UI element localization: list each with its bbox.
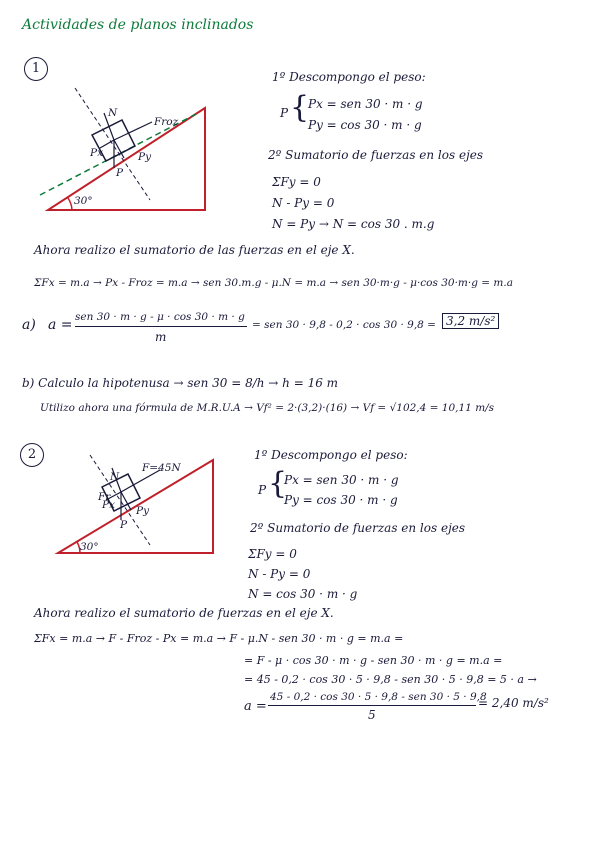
p1-a-label: a): [22, 317, 36, 333]
p2-fr-label: Fr: [98, 491, 111, 503]
p2-step2: 2º Sumatorio de fuerzas en los ejes: [250, 521, 466, 535]
p1-p-brace: P: [280, 106, 289, 120]
p1-n-minus: N - Py = 0: [272, 196, 335, 210]
p1-py-eq: Py = cos 30 · m · g: [308, 118, 422, 132]
p1-p-label: P: [116, 167, 124, 179]
p2-p-brace: P: [258, 483, 267, 497]
p2-n-eq: N = cos 30 · m · g: [248, 587, 358, 601]
p2-ahora: Ahora realizo el sumatorio de fuerzas en el eje X.: [34, 606, 334, 620]
p2-fraction-bar: [268, 705, 476, 706]
p1-froz-label: Froz: [154, 116, 179, 128]
p1-b-line2: Utilizo ahora una fórmula de M.R.U.A → Vf² = 2·(3,2)·(16) → Vf = √102,4 = 10,11 m/s: [40, 402, 495, 414]
p2-a-result: = 2,40 m/s²: [478, 696, 549, 710]
p2-px-label: Px: [102, 499, 115, 511]
p1-step1: 1º Descompongo el peso:: [272, 70, 426, 84]
p1-px-eq: Px = sen 30 · m · g: [308, 97, 423, 111]
p2-line3: = 45 - 0,2 · cos 30 · 5 · 9,8 - sen 30 · 5 · 9,8 = 5 · a →: [244, 673, 537, 686]
p1-sum-fx: ΣFx = m.a → Px - Froz = m.a → sen 30.m.g - μ.N = m.a → sen 30·m·g - μ·cos 30·m·g = m.a: [34, 277, 513, 289]
p1-a-den: m: [155, 330, 167, 344]
p1-py-label: Py: [138, 151, 151, 163]
p2-f-label: F=45N: [142, 462, 181, 474]
p2-angle-label: 30°: [80, 541, 99, 553]
p2-n-minus: N - Py = 0: [248, 567, 311, 581]
p2-line2: = F - μ · cos 30 · m · g - sen 30 · m · g = m.a =: [244, 654, 503, 667]
p1-ahora: Ahora realizo el sumatorio de las fuerzas en el eje X.: [34, 243, 355, 257]
p2-a-den: 5: [368, 708, 376, 722]
p1-a-eq: a =: [48, 317, 73, 333]
p1-b-line: b) Calculo la hipotenusa → sen 30 = 8/h → h = 16 m: [22, 376, 339, 390]
p1-n-label: N: [108, 107, 118, 119]
p2-n-label: N: [110, 471, 120, 483]
p1-n-eq: N = Py → N = cos 30 . m.g: [272, 217, 435, 231]
problem-2-number: 2: [20, 443, 44, 467]
p1-sum-fy: ΣFy = 0: [272, 175, 321, 189]
p2-py-eq: Py = cos 30 · m · g: [284, 493, 398, 507]
p1-px-label: Px: [90, 147, 103, 159]
p1-brace: {: [290, 90, 310, 125]
p2-py-label: Py: [136, 505, 149, 517]
p2-px-eq: Px = sen 30 · m · g: [284, 473, 399, 487]
p1-angle-label: 30°: [74, 195, 93, 207]
p1-a-num: sen 30 · m · g - μ · cos 30 · m · g: [75, 311, 245, 323]
p1-a-result: 3,2 m/s²: [442, 313, 499, 329]
p1-a-calc: = sen 30 · 9,8 - 0,2 · cos 30 · 9,8 =: [252, 319, 436, 331]
p2-brace: {: [268, 466, 288, 501]
p1-step2: 2º Sumatorio de fuerzas en los ejes: [268, 148, 484, 162]
p2-p-label: P: [120, 519, 128, 531]
p2-sum-fy: ΣFy = 0: [248, 547, 297, 561]
p2-step1: 1º Descompongo el peso:: [254, 448, 408, 462]
p2-a-num: 45 - 0,2 · cos 30 · 5 · 9,8 - sen 30 · 5 · 9,8: [270, 691, 487, 703]
p2-a-eq: a =: [244, 699, 267, 714]
p2-sum-fx: ΣFx = m.a → F - Froz - Px = m.a → F - μ.N - sen 30 · m · g = m.a =: [34, 632, 404, 645]
p1-fraction-bar: [75, 326, 247, 327]
problem-1-number: 1: [24, 57, 48, 81]
page-title: Actividades de planos inclinados: [22, 17, 254, 33]
